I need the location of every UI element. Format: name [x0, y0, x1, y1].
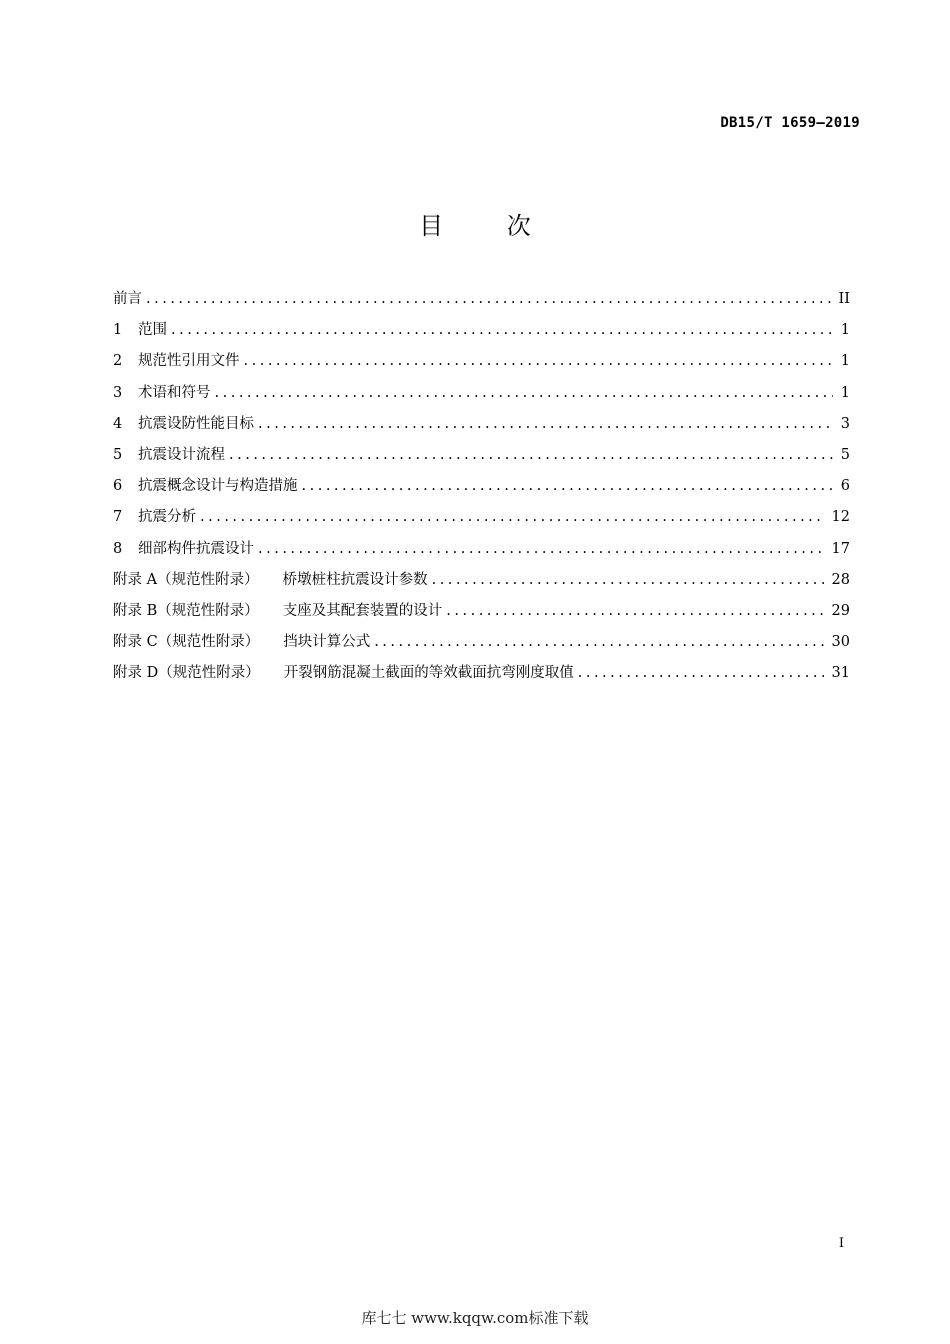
toc-entry-label: 抗震概念设计与构造措施 — [138, 478, 298, 495]
toc-entry-page: 12 — [831, 509, 850, 526]
toc-appendix-prefix: 附录 C（规范性附录） — [113, 634, 260, 651]
toc-entry-number: 3 — [113, 384, 123, 401]
toc-entry-number: 5 — [113, 446, 123, 463]
toc-entry-6[interactable] — [113, 474, 850, 505]
toc-entry-1[interactable] — [113, 318, 850, 349]
toc-entry-appendix-b[interactable] — [113, 599, 850, 630]
toc-leader-dots — [302, 478, 833, 494]
toc-entry-label: 抗震设计流程 — [138, 446, 225, 463]
toc-entry-page: II — [838, 291, 850, 307]
toc-leader-dots — [578, 665, 824, 681]
toc-entry-8[interactable] — [113, 537, 850, 568]
toc-entry-page: 29 — [831, 602, 850, 619]
table-of-contents — [113, 287, 850, 692]
toc-entry-number: 7 — [113, 509, 123, 526]
toc-entry-number: 6 — [113, 478, 123, 495]
toc-entry-2[interactable] — [113, 349, 850, 380]
document-code: DB15/T 1659—2019 — [720, 115, 860, 131]
toc-entry-page: 28 — [831, 571, 850, 588]
toc-entry-foreword[interactable] — [113, 287, 850, 318]
toc-leader-dots — [244, 353, 833, 369]
toc-entry-label: 开裂钢筋混凝土截面的等效截面抗弯刚度取值 — [283, 665, 574, 682]
toc-entry-4[interactable] — [113, 412, 850, 443]
toc-entry-page: 5 — [840, 446, 850, 463]
toc-leader-dots — [146, 291, 831, 307]
toc-entry-label: 术语和符号 — [138, 384, 211, 401]
toc-entry-number: 1 — [113, 322, 123, 339]
toc-leader-dots — [374, 634, 823, 650]
toc-entry-page: 17 — [831, 540, 850, 557]
toc-entry-page: 6 — [840, 478, 850, 495]
toc-leader-dots — [258, 416, 833, 432]
toc-entry-appendix-c[interactable] — [113, 630, 850, 661]
toc-entry-page: 1 — [840, 353, 850, 370]
toc-entry-page: 1 — [840, 384, 850, 401]
toc-appendix-prefix: 附录 B（规范性附录） — [113, 602, 259, 619]
toc-entry-label: 抗震分析 — [138, 509, 196, 526]
toc-appendix-prefix: 附录 D（规范性附录） — [113, 665, 260, 682]
toc-entry-page: 3 — [840, 415, 850, 432]
toc-entry-label: 前言 — [113, 291, 142, 307]
toc-leader-dots — [229, 447, 833, 463]
toc-appendix-prefix: 附录 A（规范性附录） — [113, 571, 259, 588]
toc-entry-7[interactable] — [113, 505, 850, 536]
watermark-text: 库七七 www.kqqw.com标准下载 — [361, 1309, 589, 1327]
toc-entry-label: 抗震设防性能目标 — [138, 415, 254, 432]
toc-entry-number: 2 — [113, 353, 123, 370]
toc-leader-dots — [215, 385, 833, 401]
toc-entry-number: 8 — [113, 540, 123, 557]
toc-entry-label: 挡块计算公式 — [283, 634, 371, 651]
toc-entry-label: 范围 — [138, 322, 167, 339]
page-title: 目 次 — [419, 212, 559, 240]
toc-entry-label: 支座及其配套装置的设计 — [282, 602, 443, 619]
toc-entry-3[interactable] — [113, 381, 850, 412]
toc-entry-page: 30 — [831, 634, 850, 651]
page-number: I — [838, 1236, 844, 1251]
toc-leader-dots — [446, 603, 823, 619]
toc-entry-label: 桥墩桩柱抗震设计参数 — [282, 571, 428, 588]
toc-leader-dots — [258, 541, 824, 557]
toc-entry-number: 4 — [113, 415, 123, 432]
toc-entry-label: 规范性引用文件 — [138, 353, 240, 370]
toc-leader-dots — [432, 572, 824, 588]
toc-entry-appendix-d[interactable] — [113, 661, 850, 692]
toc-entry-page: 31 — [831, 665, 850, 682]
toc-entry-label: 细部构件抗震设计 — [138, 540, 254, 557]
toc-entry-5[interactable] — [113, 443, 850, 474]
toc-entry-appendix-a[interactable] — [113, 568, 850, 599]
toc-entry-page: 1 — [840, 322, 850, 339]
toc-leader-dots — [200, 509, 824, 525]
toc-leader-dots — [171, 322, 833, 338]
